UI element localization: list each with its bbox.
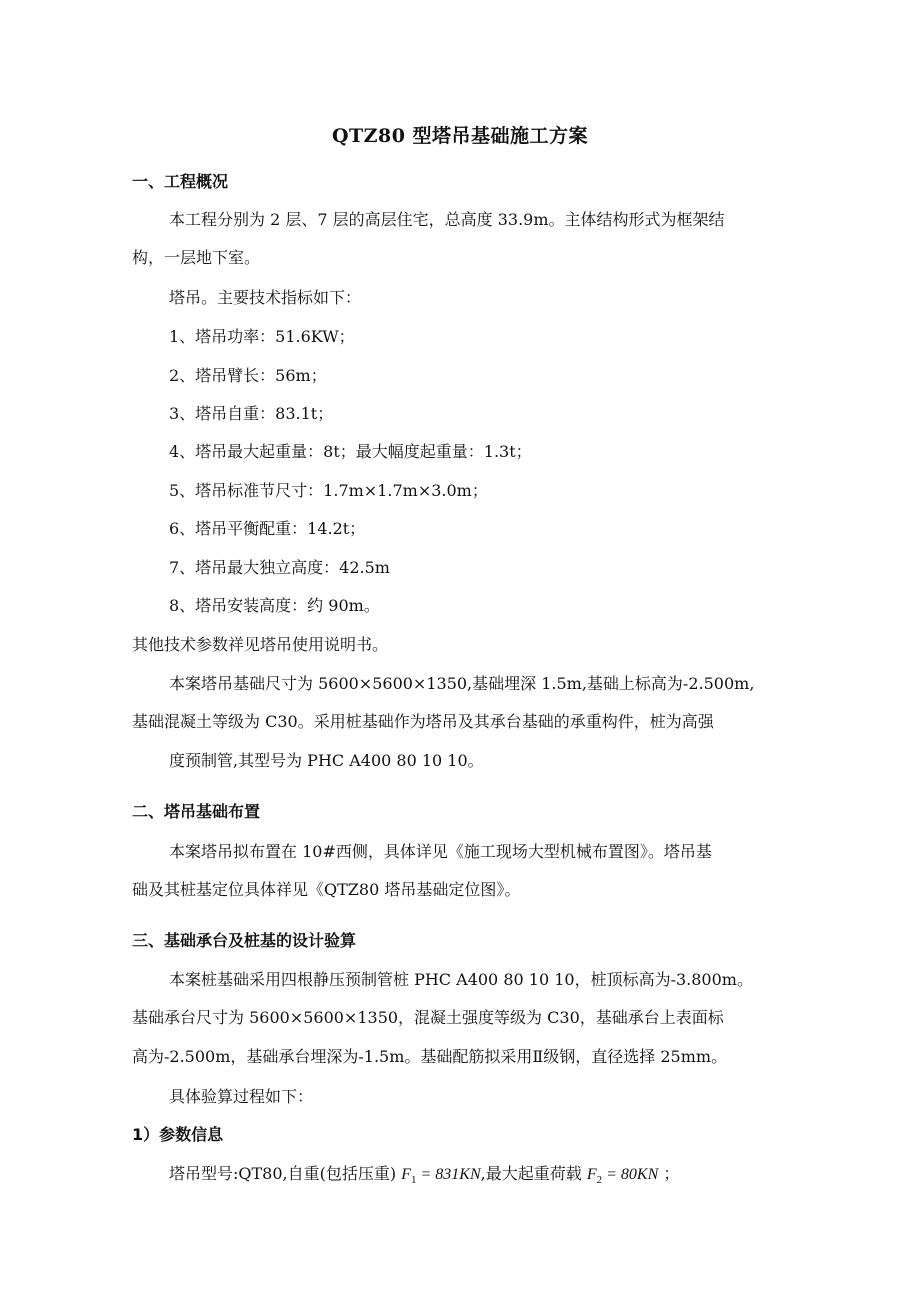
f1-variable: F <box>401 1166 411 1183</box>
f1-subscript: 1 <box>411 1174 417 1187</box>
f1-value: = 831KN <box>420 1166 481 1183</box>
subsection-heading-params: 1）参数信息 <box>132 1125 224 1144</box>
formula-line <box>169 1163 679 1191</box>
paragraph-line: 基础承台尺寸为 5600×5600×1350，混凝土强度等级为 C30，基础承台上表面标 <box>132 1008 724 1027</box>
formula-end: ； <box>663 1164 680 1183</box>
paragraph-line: 本工程分别为 2 层、7 层的高层住宅，总高度 33.9m。主体结构形式为框架结 <box>169 210 725 229</box>
spec-list-item: 8、塔吊安装高度：约 90m。 <box>169 596 380 615</box>
spec-list-item: 7、塔吊最大独立高度：42.5m <box>169 558 390 577</box>
document-title: QTZ80 型塔吊基础施工方案 <box>331 125 589 147</box>
f2-subscript: 2 <box>596 1174 603 1187</box>
paragraph-line: 本案桩基础采用四根静压预制管桩 PHC A400 80 10 10，桩顶标高为-3.800m。 <box>169 970 753 989</box>
formula-f2 <box>586 1166 659 1187</box>
spec-list-item: 5、塔吊标准节尺寸：1.7m×1.7m×3.0m； <box>169 481 488 500</box>
spec-list-item: 4、塔吊最大起重量：8t；最大幅度起重量：1.3t； <box>169 442 532 461</box>
paragraph-line: 基础混凝土等级为 C30。采用桩基础作为塔吊及其承台基础的承重构件，桩为高强 <box>132 712 714 731</box>
spec-list-item: 1、塔吊功率：51.6KW； <box>169 327 355 346</box>
formula-mid: ,最大起重荷载 <box>480 1164 582 1183</box>
paragraph-line: 高为-2.500m，基础承台埋深为-1.5m。基础配筋拟采用Ⅱ级钢，直径选择 25mm。 <box>132 1047 728 1066</box>
paragraph-line: 本案塔吊基础尺寸为 5600×5600×1350,基础埋深 1.5m,基础上标高为-2.500m, <box>169 674 755 693</box>
paragraph-line: 塔吊。主要技术指标如下： <box>169 288 362 307</box>
section-heading-overview: 一、工程概况 <box>132 172 229 191</box>
section-heading-layout: 二、塔吊基础布置 <box>132 802 261 821</box>
spec-list-item: 3、塔吊自重：83.1t； <box>169 404 334 423</box>
paragraph-line: 础及其桩基定位具体祥见《QTZ80 塔吊基础定位图》。 <box>132 880 521 899</box>
paragraph-line: 其他技术参数祥见塔吊使用说明书。 <box>132 635 389 654</box>
paragraph-line: 具体验算过程如下： <box>169 1087 314 1106</box>
f2-variable: F <box>586 1166 597 1183</box>
paragraph-line: 本案塔吊拟布置在 10#西侧，具体详见《施工现场大型机械布置图》。塔吊基 <box>169 842 712 861</box>
paragraph-line: 构，一层地下室。 <box>132 248 261 267</box>
paragraph-line: 度预制管,其型号为 PHC A400 80 10 10。 <box>169 751 484 770</box>
formula-f1 <box>401 1166 481 1187</box>
spec-list-item: 2、塔吊臂长：56m； <box>169 366 327 385</box>
f2-value: = 80KN <box>606 1166 659 1183</box>
section-heading-design: 三、基础承台及桩基的设计验算 <box>132 931 357 950</box>
formula-prefix: 塔吊型号:QT80,自重(包括压重) <box>169 1164 397 1183</box>
spec-list-item: 6、塔吊平衡配重：14.2t； <box>169 519 366 538</box>
